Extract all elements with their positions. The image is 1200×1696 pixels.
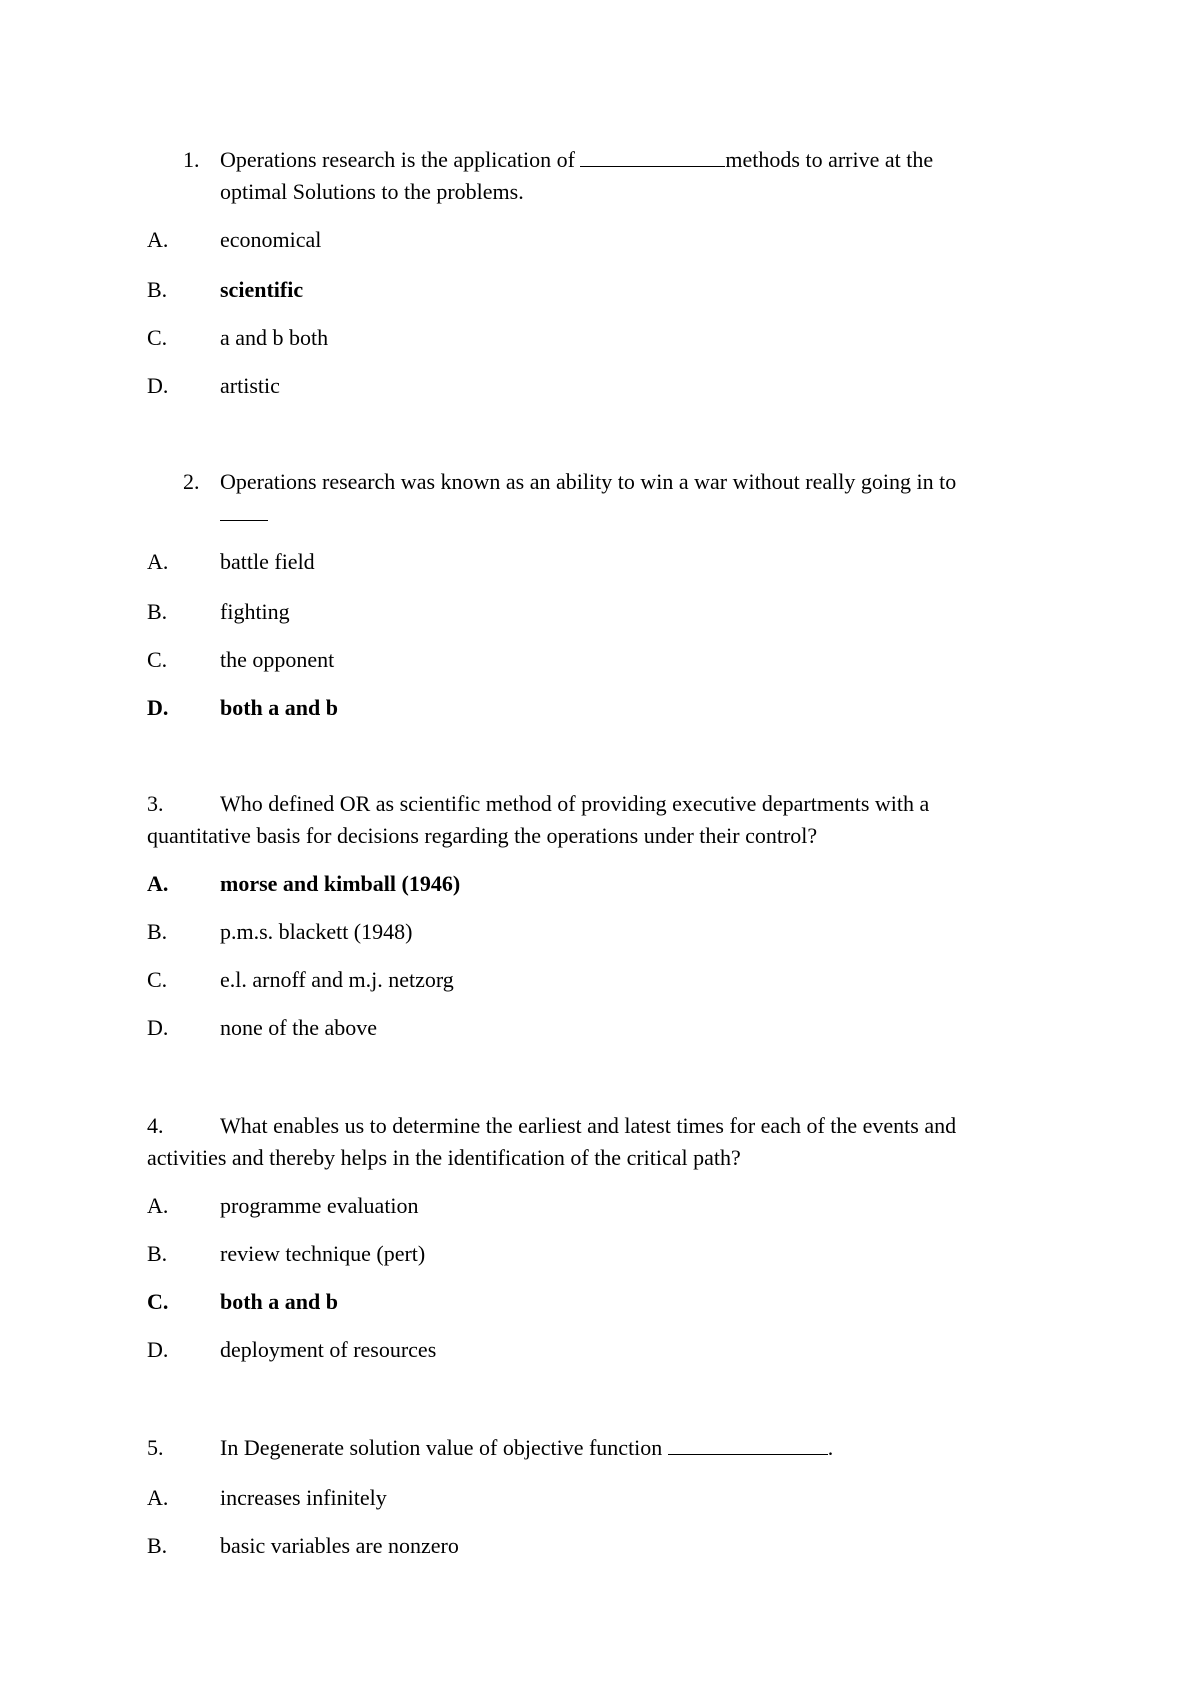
question-2-option-a-text: battle field: [220, 549, 315, 574]
question-3-text-line1: Who defined OR as scientific method of providing executive departments with a: [220, 791, 930, 816]
question-4-text-line2: activities and thereby helps in the identification of the critical path?: [147, 1145, 741, 1170]
question-1-option-d-letter: D.: [147, 373, 169, 398]
question-2-option-b-text: fighting: [220, 599, 290, 624]
answer-blank: [668, 1434, 828, 1455]
question-2-text-line2: [220, 500, 268, 528]
question-2-option-b-letter: B.: [147, 599, 168, 624]
question-4-option-a-letter: A.: [147, 1193, 169, 1218]
question-5-number: 5.: [147, 1435, 164, 1460]
question-1-option-d-text: artistic: [220, 373, 280, 398]
question-4-option-c-text: both a and b: [220, 1289, 339, 1314]
question-4-option-a-text: programme evaluation: [220, 1193, 419, 1218]
question-5-option-b-text: basic variables are nonzero: [220, 1533, 459, 1558]
question-1-option-a-text: economical: [220, 227, 322, 252]
question-5-text-part1: In Degenerate solution value of objective function: [220, 1435, 668, 1460]
question-4-text-line1: What enables us to determine the earliest and latest times for each of the events and: [220, 1113, 957, 1138]
question-2-option-c-letter: C.: [147, 647, 168, 672]
answer-blank: [580, 146, 725, 167]
question-3-option-c-letter: C.: [147, 967, 168, 992]
question-1-option-c-letter: C.: [147, 325, 168, 350]
question-5-option-a-letter: A.: [147, 1485, 169, 1510]
question-1-text-line2: optimal Solutions to the problems.: [220, 179, 524, 204]
question-3-option-d-text: none of the above: [220, 1015, 377, 1040]
question-1-number: 1.: [183, 147, 200, 172]
question-2-option-d-text: both a and b: [220, 695, 339, 720]
question-1-option-b-text: scientific: [220, 277, 304, 302]
question-5-option-a-text: increases infinitely: [220, 1485, 387, 1510]
question-3-number: 3.: [147, 791, 164, 816]
question-1-option-a-letter: A.: [147, 227, 169, 252]
question-5-text-line1: [220, 1434, 833, 1462]
question-4-number: 4.: [147, 1113, 164, 1138]
question-3-option-a-text: morse and kimball (1946): [220, 871, 461, 896]
question-4-option-d-letter: D.: [147, 1337, 169, 1362]
question-1-option-c-text: a and b both: [220, 325, 329, 350]
question-2-option-a-letter: A.: [147, 549, 169, 574]
question-1-text-line1: [220, 146, 933, 174]
question-2-text-line1: Operations research was known as an ability to win a war without really going in to: [220, 469, 957, 494]
question-2-option-d-letter: D.: [147, 695, 169, 720]
question-5-text-part2: .: [827, 1435, 834, 1460]
question-1-text-part1: Operations research is the application of: [220, 147, 581, 172]
question-4-option-c-letter: C.: [147, 1289, 169, 1314]
question-4-option-d-text: deployment of resources: [220, 1337, 437, 1362]
question-1-text-part2: methods to arrive at the: [725, 147, 934, 172]
question-3-option-c-text: e.l. arnoff and m.j. netzorg: [220, 967, 454, 992]
question-1-option-b-letter: B.: [147, 277, 168, 302]
question-2-number: 2.: [183, 469, 200, 494]
question-3-text-line2: quantitative basis for decisions regarding the operations under their control?: [147, 823, 818, 848]
question-3-option-a-letter: A.: [147, 871, 169, 896]
answer-blank: [220, 500, 268, 521]
question-3-option-b-letter: B.: [147, 919, 168, 944]
question-4-option-b-text: review technique (pert): [220, 1241, 426, 1266]
question-4-option-b-letter: B.: [147, 1241, 168, 1266]
question-3-option-b-text: p.m.s. blackett (1948): [220, 919, 413, 944]
question-2-option-c-text: the opponent: [220, 647, 335, 672]
question-3-option-d-letter: D.: [147, 1015, 169, 1040]
question-5-option-b-letter: B.: [147, 1533, 168, 1558]
